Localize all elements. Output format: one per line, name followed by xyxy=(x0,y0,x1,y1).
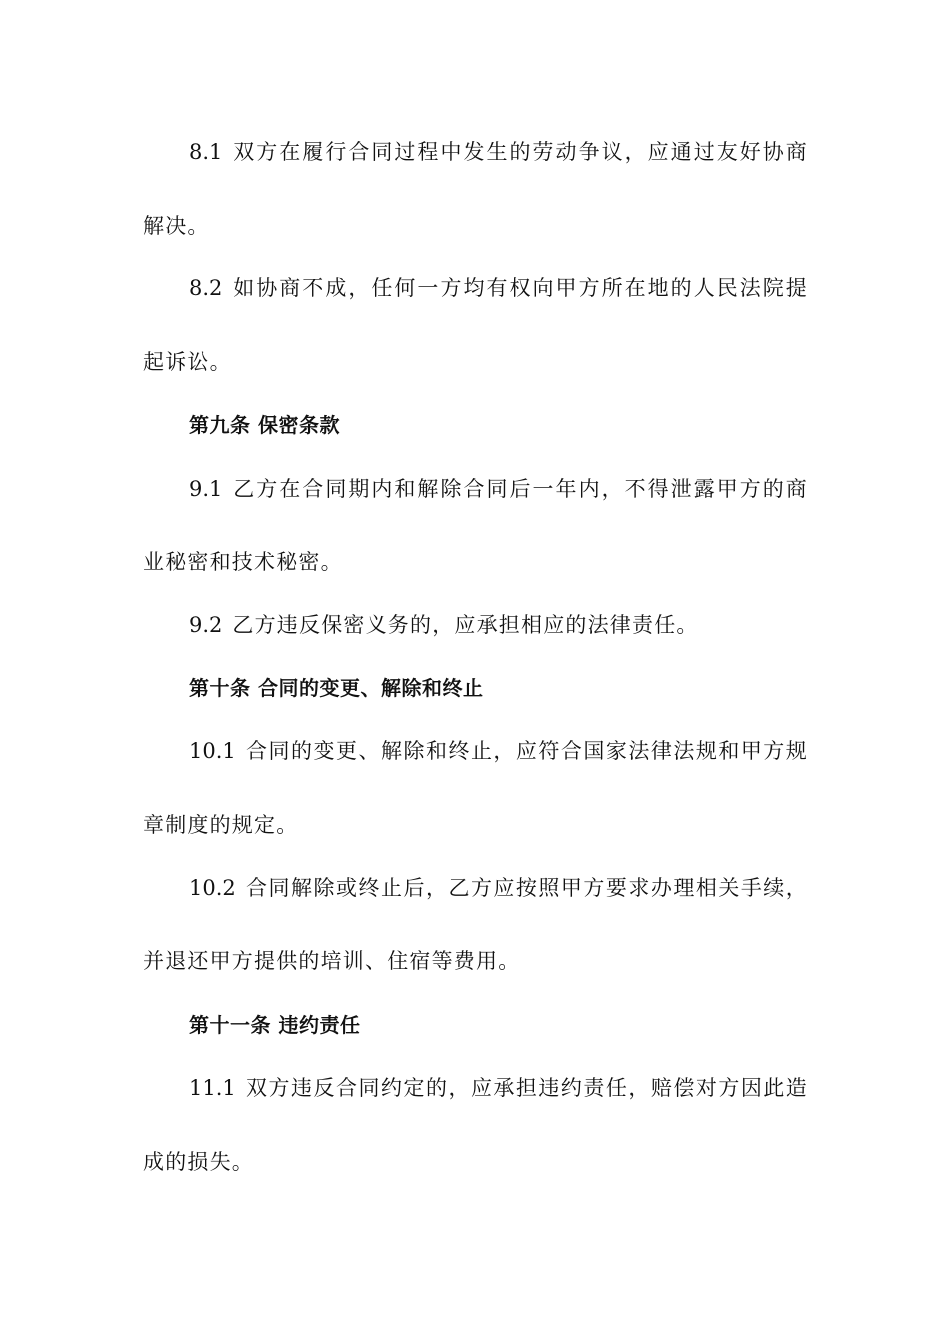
clause-text: 乙方在合同期内和解除合同后一年内，不得泄露甲方的商 xyxy=(232,477,808,501)
clause-10-2-line-2: 并退还甲方提供的培训、住宿等费用。 xyxy=(143,949,521,973)
clause-number: 9.1 xyxy=(189,477,223,501)
clause-11-1-line-1 xyxy=(189,1073,808,1103)
clause-8-2-line-2: 起诉讼。 xyxy=(143,350,232,374)
clause-10-2-line-1 xyxy=(189,873,808,903)
clause-8-1-line-2: 解决。 xyxy=(143,214,210,238)
clause-10-1-line-2: 章制度的规定。 xyxy=(143,813,299,837)
clause-text: 合同解除或终止后，乙方应按照甲方要求办理相关手续， xyxy=(245,876,808,900)
clause-9-1-line-1 xyxy=(189,474,808,504)
clause-number: 10.1 xyxy=(189,739,236,763)
clause-text: 如协商不成，任何一方均有权向甲方所在地的人民法院提 xyxy=(232,276,808,300)
clause-text: 乙方违反保密义务的，应承担相应的法律责任。 xyxy=(232,613,699,637)
clause-8-2-line-1 xyxy=(189,273,808,303)
clause-number: 9.2 xyxy=(189,613,223,637)
clause-text: 双方在履行合同过程中发生的劳动争议，应通过友好协商 xyxy=(232,140,808,164)
clause-number: 8.2 xyxy=(189,276,223,300)
clause-11-1-line-2: 成的损失。 xyxy=(143,1150,254,1174)
clause-text: 合同的变更、解除和终止，应符合国家法律法规和甲方规 xyxy=(245,739,808,763)
clause-number: 10.2 xyxy=(189,876,236,900)
clause-9-1-line-2: 业秘密和技术秘密。 xyxy=(143,550,343,574)
clause-number: 8.1 xyxy=(189,140,223,164)
clause-9-2-line-1 xyxy=(189,610,808,640)
article-10-heading: 第十条 合同的变更、解除和终止 xyxy=(189,676,484,700)
clause-10-1-line-1 xyxy=(189,736,808,766)
article-9-heading: 第九条 保密条款 xyxy=(189,413,340,437)
clause-text: 双方违反合同约定的，应承担违约责任，赔偿对方因此造 xyxy=(245,1076,808,1100)
clause-8-1-line-1 xyxy=(189,137,808,167)
clause-number: 11.1 xyxy=(189,1076,236,1100)
article-11-heading: 第十一条 违约责任 xyxy=(189,1013,361,1037)
